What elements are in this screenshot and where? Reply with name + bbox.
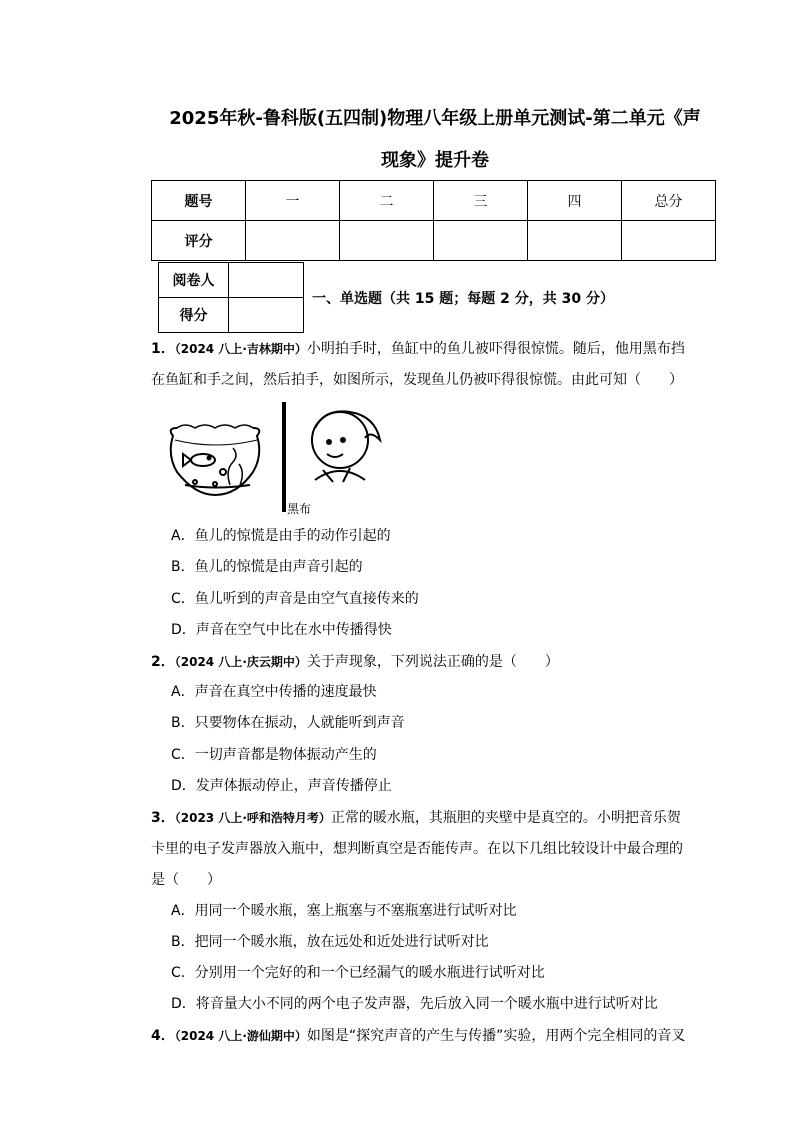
option-a[interactable]: A．用同一个暖水瓶，塞上瓶塞与不塞瓶塞进行试听对比 [171,903,517,919]
question-number: 1． [151,341,175,357]
question-number: 2． [151,654,175,670]
option-c[interactable]: C．分别用一个完好的和一个已经漏气的暖水瓶进行试听对比 [171,965,545,981]
question-source: （2024 八上·游仙期中） [174,1029,307,1043]
score-table [151,180,716,261]
option-c[interactable]: C．鱼儿听到的声音是由空气直接传来的 [171,591,419,607]
score-header-cell: 二 [340,181,434,221]
option-d[interactable]: D．声音在空气中比在水中传播得快 [171,622,392,638]
fishbowl-icon [171,425,260,495]
score-row-label: 评分 [152,221,246,261]
option-b[interactable]: B．只要物体在振动，人就能听到声音 [171,715,405,731]
reviewer-cell [229,263,304,298]
question-3-line2: 卡里的电子发声器放入瓶中，想判断真空是否能传声。在以下几组比较设计中最合理的 [151,841,683,857]
question-1-line2: 在鱼缸和手之间，然后拍手，如图所示，发现鱼儿仍被吓得很惊慌。由此可知（ ） [151,372,683,388]
grader-row [159,263,304,298]
question-stem: 如图是“探究声音的产生与传播”实验，用两个完全相同的音叉 [306,1028,686,1044]
score-label: 得分 [159,298,229,333]
question-number: 3． [151,810,175,826]
score-cell [340,221,434,261]
score-cell [528,221,622,261]
score-header-cell: 四 [528,181,622,221]
score-value-cell [229,298,304,333]
option-c[interactable]: C．一切声音都是物体振动产生的 [171,747,377,763]
question-source: （2023 八上·呼和浩特月考） [174,811,331,825]
question-3-line3: 是（ ） [151,872,221,888]
score-cell [246,221,340,261]
grader-row [159,298,304,333]
question-source: （2024 八上·吉林期中） [174,342,307,356]
question-2-line1 [151,647,721,678]
score-cell [622,221,716,261]
option-d[interactable]: D．将音量大小不同的两个电子发声器，先后放入同一个暖水瓶中进行试听对比 [171,996,658,1012]
option-a[interactable]: A．声音在真空中传播的速度最快 [171,684,377,700]
black-cloth-label: 黑布 [287,502,312,516]
grader-table [158,262,304,333]
score-table-score-row [152,221,716,261]
section-heading: 一、单选题（共 15 题；每题 2 分，共 30 分） [312,291,614,307]
question-stem: 小明拍手时，鱼缸中的鱼儿被吓得很惊慌。随后，他用黑布挡 [306,341,685,357]
boy-icon [312,411,380,482]
score-table-header-row [152,181,716,221]
option-b[interactable]: B．鱼儿的惊慌是由声音引起的 [171,559,363,575]
option-a[interactable]: A．鱼儿的惊慌是由手的动作引起的 [171,528,391,544]
question-1-line1 [151,334,721,365]
question-number: 4． [151,1028,175,1044]
score-header-cell: 三 [434,181,528,221]
reviewer-label: 阅卷人 [159,263,229,298]
score-header-cell: 总分 [622,181,716,221]
option-b[interactable]: B．把同一个暖水瓶，放在远处和近处进行试听对比 [171,934,489,950]
question-4-line1 [151,1021,721,1052]
score-header-cell: 题号 [152,181,246,221]
page-title-line1: 2025年秋-鲁科版(五四制)物理八年级上册单元测试-第二单元《声 [169,108,701,129]
score-header-cell: 一 [246,181,340,221]
option-d[interactable]: D．发声体振动停止，声音传播停止 [171,778,392,794]
fishbowl-figure [165,400,395,520]
question-stem: 正常的暖水瓶，其瓶胆的夹壁中是真空的。小明把音乐贺 [330,810,681,826]
question-source: （2024 八上·庆云期中） [174,655,307,669]
page-title-line2: 现象》提升卷 [381,150,489,171]
question-stem: 关于声现象，下列说法正确的是（ ） [306,654,559,670]
question-3-line1 [151,803,721,834]
score-cell [434,221,528,261]
